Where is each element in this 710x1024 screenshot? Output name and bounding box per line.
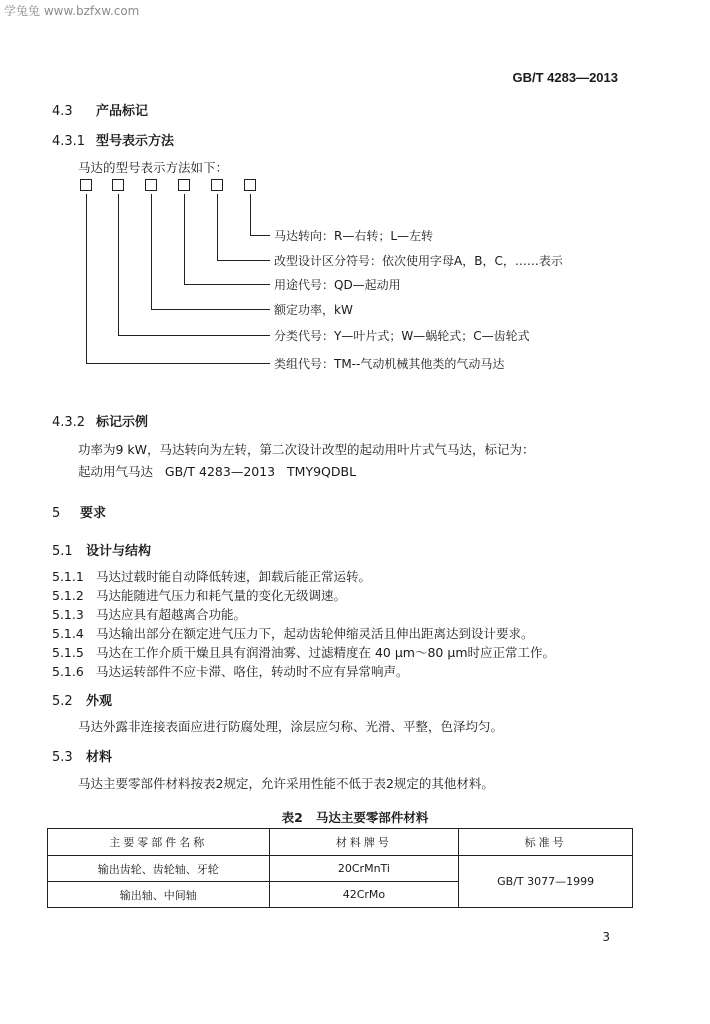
connector-line — [217, 194, 218, 260]
item-number: 5.1.3 — [52, 607, 84, 622]
connector-line — [151, 194, 152, 309]
model-intro: 马达的型号表示方法如下： — [78, 160, 229, 175]
list-item — [52, 624, 534, 642]
item-text: 马达应具有超越离合功能。 — [96, 607, 247, 622]
heading-title: 要求 — [80, 506, 107, 521]
item-text: 马达能随进气压力和耗气量的变化无级调速。 — [96, 588, 347, 603]
connector-line — [86, 194, 87, 363]
heading-title: 设计与结构 — [86, 544, 152, 559]
page-number: 3 — [602, 930, 610, 944]
list-item — [52, 567, 371, 585]
cell-material: 20CrMnTi — [269, 856, 459, 882]
standard-code: GB/T 4283—2013 — [512, 70, 618, 85]
heading-number: 5.3 — [52, 750, 73, 765]
connector-line — [118, 194, 119, 335]
item-number: 5.1.1 — [52, 569, 84, 584]
heading-5-2 — [52, 690, 112, 709]
materials-text: 马达主要零部件材料按表2规定，允许采用性能不低于表2规定的其他材料。 — [78, 776, 494, 791]
marking-example-text: 功率为9 kW，马达转向为左转，第二次设计改型的起动用叶片式气马达，标记为： — [78, 442, 535, 457]
cell-part: 输出齿轮、齿轮轴、牙轮 — [48, 856, 270, 882]
item-number: 5.1.6 — [52, 664, 84, 679]
connector-line — [217, 260, 270, 261]
appearance-text: 马达外露非连接表面应进行防腐处理，涂层应匀称、光滑、平整，色泽均匀。 — [78, 719, 504, 734]
code-box — [178, 179, 190, 191]
connector-line — [86, 363, 270, 364]
list-item — [52, 586, 346, 604]
heading-number: 5 — [52, 506, 61, 521]
connector-line — [250, 235, 270, 236]
heading-number: 4.3 — [52, 104, 73, 119]
list-item — [52, 662, 409, 680]
item-text: 马达在工作介质干燥且具有润滑油雾、过滤精度在 40 μm～80 μm时应正常工作。 — [96, 645, 555, 660]
heading-number: 4.3.1 — [52, 134, 86, 149]
connector-line — [118, 335, 270, 336]
item-text: 马达运转部件不应卡滞、咯住，转动时不应有异常响声。 — [96, 664, 409, 679]
code-box — [112, 179, 124, 191]
connector-line — [151, 309, 270, 310]
code-box — [211, 179, 223, 191]
heading-number: 4.3.2 — [52, 415, 86, 430]
heading-number: 5.2 — [52, 694, 73, 709]
header-standard-number: 标准号 — [459, 829, 633, 856]
diagram-label-revision: 改型设计区分符号：依次使用字母A，B，C，……表示 — [274, 254, 563, 268]
heading-5 — [52, 502, 106, 521]
item-text: 马达过载时能自动降低转速，卸载后能正常运转。 — [96, 569, 372, 584]
table-header-row — [48, 829, 633, 856]
item-text: 马达输出部分在额定进气压力下，起动齿轮伸缩灵活且伸出距离达到设计要求。 — [96, 626, 534, 641]
heading-5-3 — [52, 746, 112, 765]
diagram-label-group: 类组代号：TM--气动机械其他类的气动马达 — [274, 357, 505, 371]
heading-title: 标记示例 — [96, 415, 149, 430]
diagram-label-power: 额定功率，kW — [274, 303, 353, 317]
header-part-name: 主要零部件名称 — [48, 829, 270, 856]
item-number: 5.1.5 — [52, 645, 84, 660]
list-item — [52, 643, 555, 661]
heading-number: 5.1 — [52, 544, 73, 559]
item-number: 5.1.2 — [52, 588, 84, 603]
header-material-grade: 材料牌号 — [269, 829, 459, 856]
watermark: 学兔兔 www.bzfxw.com — [4, 4, 140, 18]
cell-material: 42CrMo — [269, 882, 459, 908]
connector-line — [184, 284, 270, 285]
heading-title: 外观 — [86, 694, 113, 709]
list-item — [52, 605, 246, 623]
connector-line — [184, 194, 185, 284]
cell-part: 输出轴、中间轴 — [48, 882, 270, 908]
diagram-label-type: 分类代号：Y—叶片式；W—蜗轮式；C—齿轮式 — [274, 329, 530, 343]
code-box — [145, 179, 157, 191]
table-caption: 表2 马达主要零部件材料 — [281, 810, 429, 825]
heading-5-1 — [52, 540, 151, 559]
cell-standard: GB/T 3077—1999 — [459, 856, 633, 908]
code-box — [80, 179, 92, 191]
heading-4-3-1 — [52, 130, 174, 149]
code-box — [244, 179, 256, 191]
item-number: 5.1.4 — [52, 626, 84, 641]
connector-line — [250, 194, 251, 235]
heading-title: 产品标记 — [96, 104, 149, 119]
heading-4-3 — [52, 100, 148, 119]
materials-table — [47, 828, 633, 908]
heading-title: 材料 — [86, 750, 113, 765]
heading-title: 型号表示方法 — [96, 134, 175, 149]
marking-example-code: 起动用气马达 GB/T 4283—2013 TMY9QDBL — [78, 464, 357, 479]
heading-4-3-2 — [52, 411, 148, 430]
diagram-label-usage: 用途代号：QD—起动用 — [274, 278, 401, 292]
diagram-label-rotation: 马达转向：R—右转；L—左转 — [274, 229, 434, 243]
table-row — [48, 856, 633, 882]
